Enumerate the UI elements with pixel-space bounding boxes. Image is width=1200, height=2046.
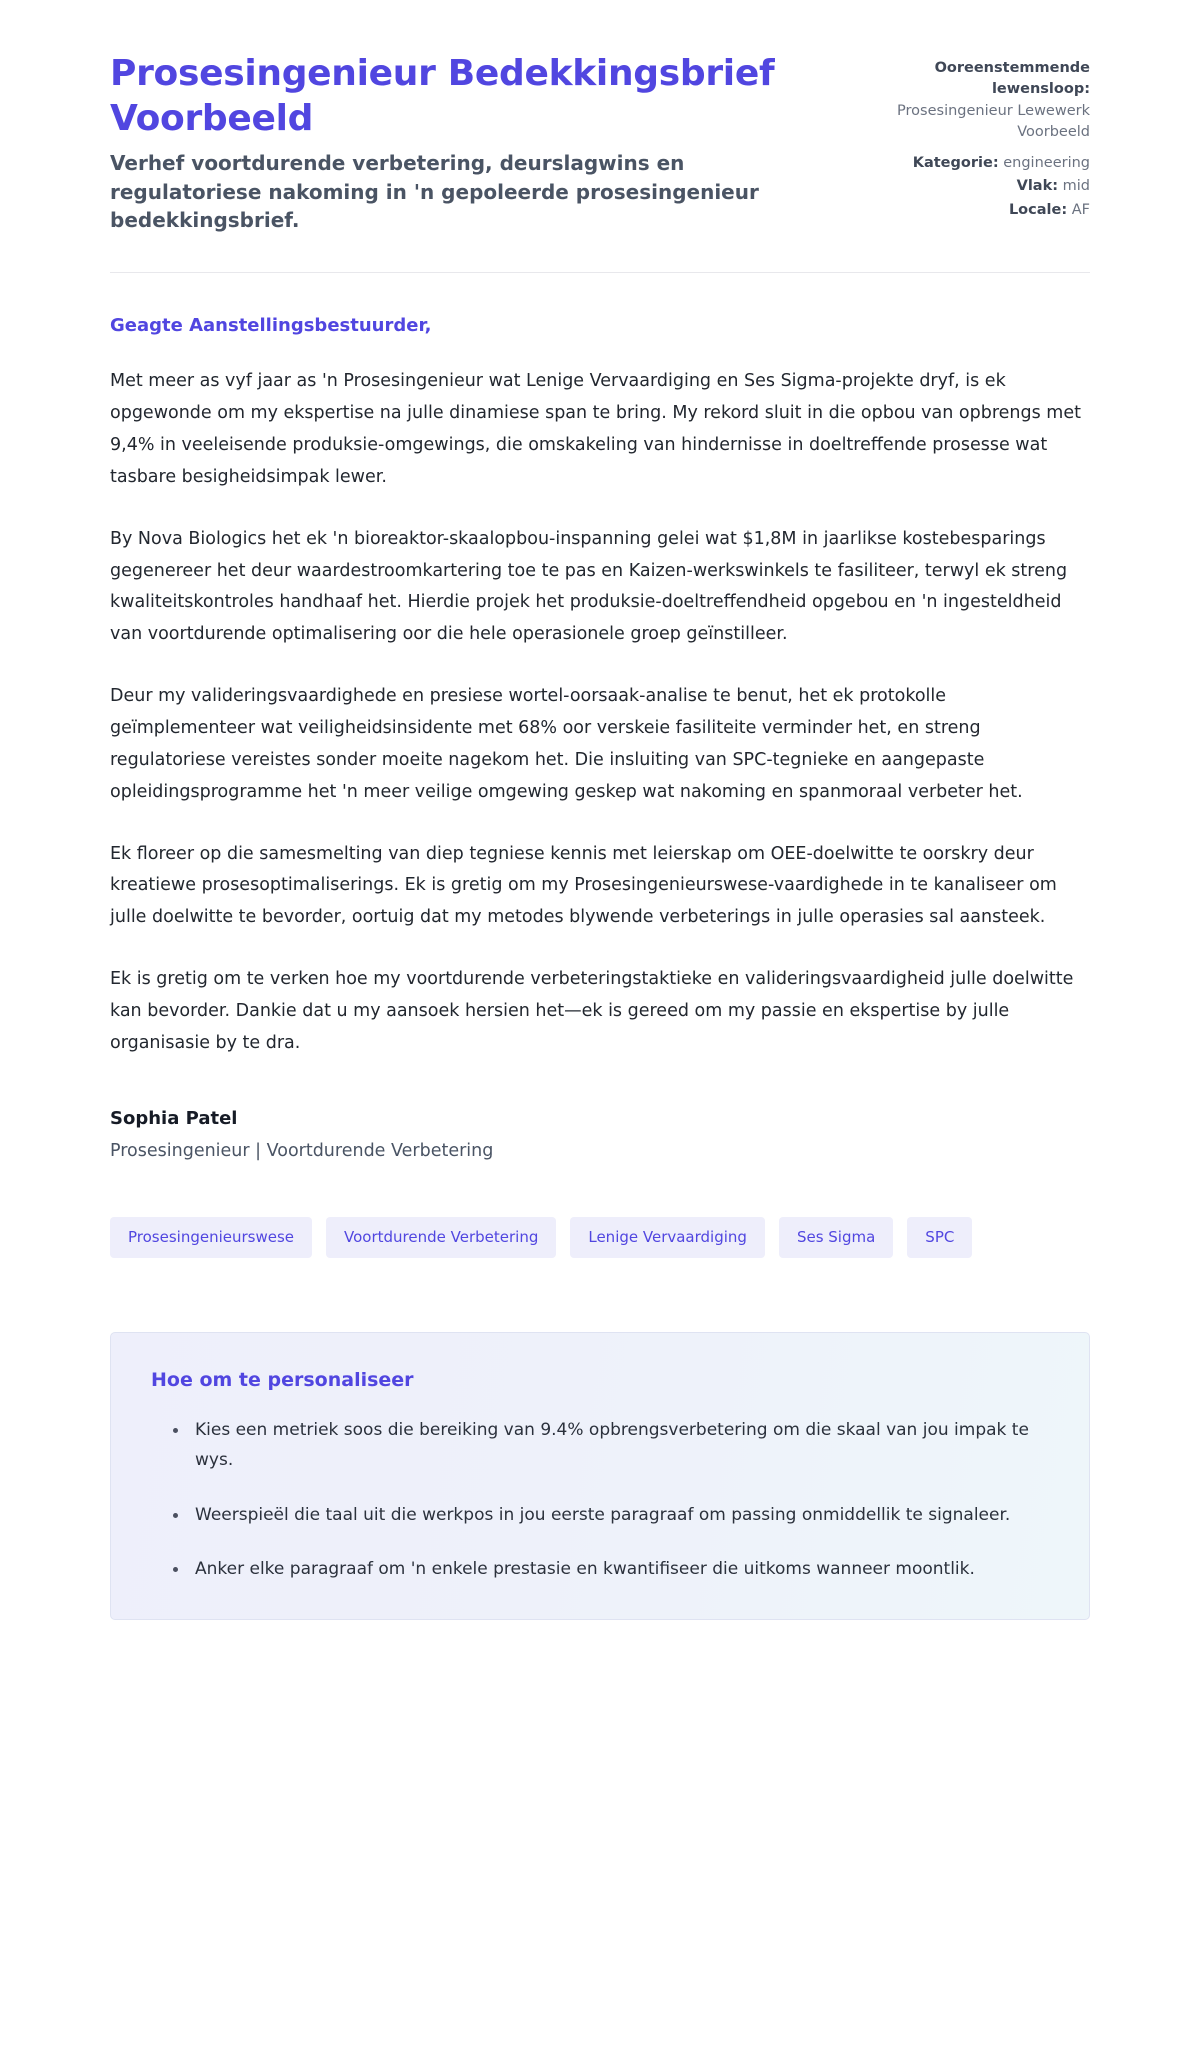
- letter-paragraph: Ek floreer op die samesmelting van diep tegniese kennis met leierskap om OEE-doelwitte te oorskry deur kreatiewe prosesoptimaliserings. Ek is gretig om my Prosesingenieurswese-vaardighede in te kanaliseer om julle doelwitte te bevorder, oortuig dat my metodes blywende verbeterings in julle operasies sal aansteek.: [110, 843, 1057, 928]
- cover-letter-body: [110, 273, 1090, 1160]
- letter-paragraph: Met meer as vyf jaar as 'n Prosesingenieur wat Lenige Vervaardiging en Ses Sigma-projekte dryf, is ek opgewonde om my ekspertise na julle dinamiese span te bring. My rekord sluit in die opbou van opbrengs met 9,4% in veeleisende produksie-omgewings, die omskakeling van hindernisse in doeltreffende prosesse wat tasbare besigheidsimpak lewer.: [110, 371, 1081, 487]
- level-value: mid: [1062, 178, 1090, 195]
- tag-chip[interactable]: Ses Sigma: [779, 1217, 893, 1258]
- metadata-category-row: [842, 153, 1090, 174]
- tag-chip[interactable]: Prosesingenieurswese: [110, 1217, 312, 1258]
- callout-list-item: Weerspieël die taal uit die werkpos in jou eerste paragraaf om passing onmiddellik te signaleer.: [173, 1500, 1049, 1531]
- callout-list-item: Kies een metriek soos die bereiking van 9.4% opbrengsverbetering om die skaal van jou impak te wys.: [173, 1415, 1049, 1476]
- letter-paragraph: Ek is gretig om te verken hoe my voortdurende verbeteringstaktieke en valideringsvaardigheid julle doelwitte kan bevorder. Dankie dat u my aansoek hersien het—ek is gereed om my passie en ekspertise by julle organisasie by te dra.: [110, 969, 1074, 1053]
- page-title: Prosesingenieur Bedekkingsbrief Voorbeeld: [110, 53, 775, 139]
- signature-role: Prosesingenieur | Voortdurende Verbetering: [110, 1140, 494, 1161]
- document-metadata: [842, 52, 1090, 221]
- page-subtitle: Verhef voortdurende verbetering, deurslagwins en regulatoriese nakoming in 'n gepoleerde prosesingenieur bedekkingsbrief.: [110, 151, 759, 233]
- tag-chip[interactable]: Voortdurende Verbetering: [326, 1217, 556, 1258]
- tag-chip[interactable]: Lenige Vervaardiging: [570, 1217, 765, 1258]
- tag-list: [110, 1217, 1090, 1258]
- tag-chip[interactable]: SPC: [907, 1217, 972, 1258]
- document-header: [110, 52, 1090, 234]
- callout-list-item: Anker elke paragraaf om 'n enkele prestasie en kwantifiseer die uitkoms wanneer moontlik.: [173, 1554, 1049, 1585]
- callout-list: [151, 1415, 1049, 1585]
- matching-resume-label: Ooreenstemmende lewensloop:: [934, 60, 1090, 98]
- matching-resume-value: Prosesingenieur Lewewerk Voorbeeld: [897, 102, 1090, 141]
- callout-title: Hoe om te personaliseer: [151, 1368, 414, 1391]
- level-label: Vlak:: [1016, 178, 1059, 195]
- metadata-level-row: [842, 176, 1090, 197]
- category-value: engineering: [1003, 154, 1090, 171]
- signature-block: [110, 1108, 1090, 1161]
- signature-name: Sophia Patel: [110, 1107, 238, 1129]
- category-label: Kategorie:: [912, 154, 999, 171]
- locale-value: AF: [1071, 201, 1090, 218]
- header-title-block: [110, 52, 802, 234]
- metadata-locale-row: [842, 200, 1090, 221]
- letter-salutation: Geagte Aanstellingsbestuurder,: [110, 315, 432, 337]
- letter-paragraph: By Nova Biologics het ek 'n bioreaktor-skaalopbou-inspanning gelei wat $1,8M in jaarlikse kostebesparings gegenereer het deur waardestroomkartering toe te pas en Kaizen-werkswinkels te fasiliteer, terwyl ek streng kwaliteitskontroles handhaaf het. Hierdie projek het produksie-doeltreffendheid opgebou en 'n ingesteldheid van voortdurende optimalisering oor die hele operasionele groep geïnstilleer.: [110, 528, 1068, 645]
- locale-label: Locale:: [1008, 201, 1068, 218]
- personalisation-callout: [110, 1332, 1090, 1620]
- letter-paragraph: Deur my valideringsvaardighede en presiese wortel-oorsaak-analise te benut, het ek protokolle geïmplementeer wat veiligheidsinsidente met 68% oor verskeie fasiliteite verminder het, en streng regulatoriese vereistes sonder moeite nagekom het. Die insluiting van SPC-tegnieke en aangepaste opleidingsprogramme het 'n meer veilige omgewing geskep wat nakoming en spanmoraal verbeter het.: [110, 686, 1023, 802]
